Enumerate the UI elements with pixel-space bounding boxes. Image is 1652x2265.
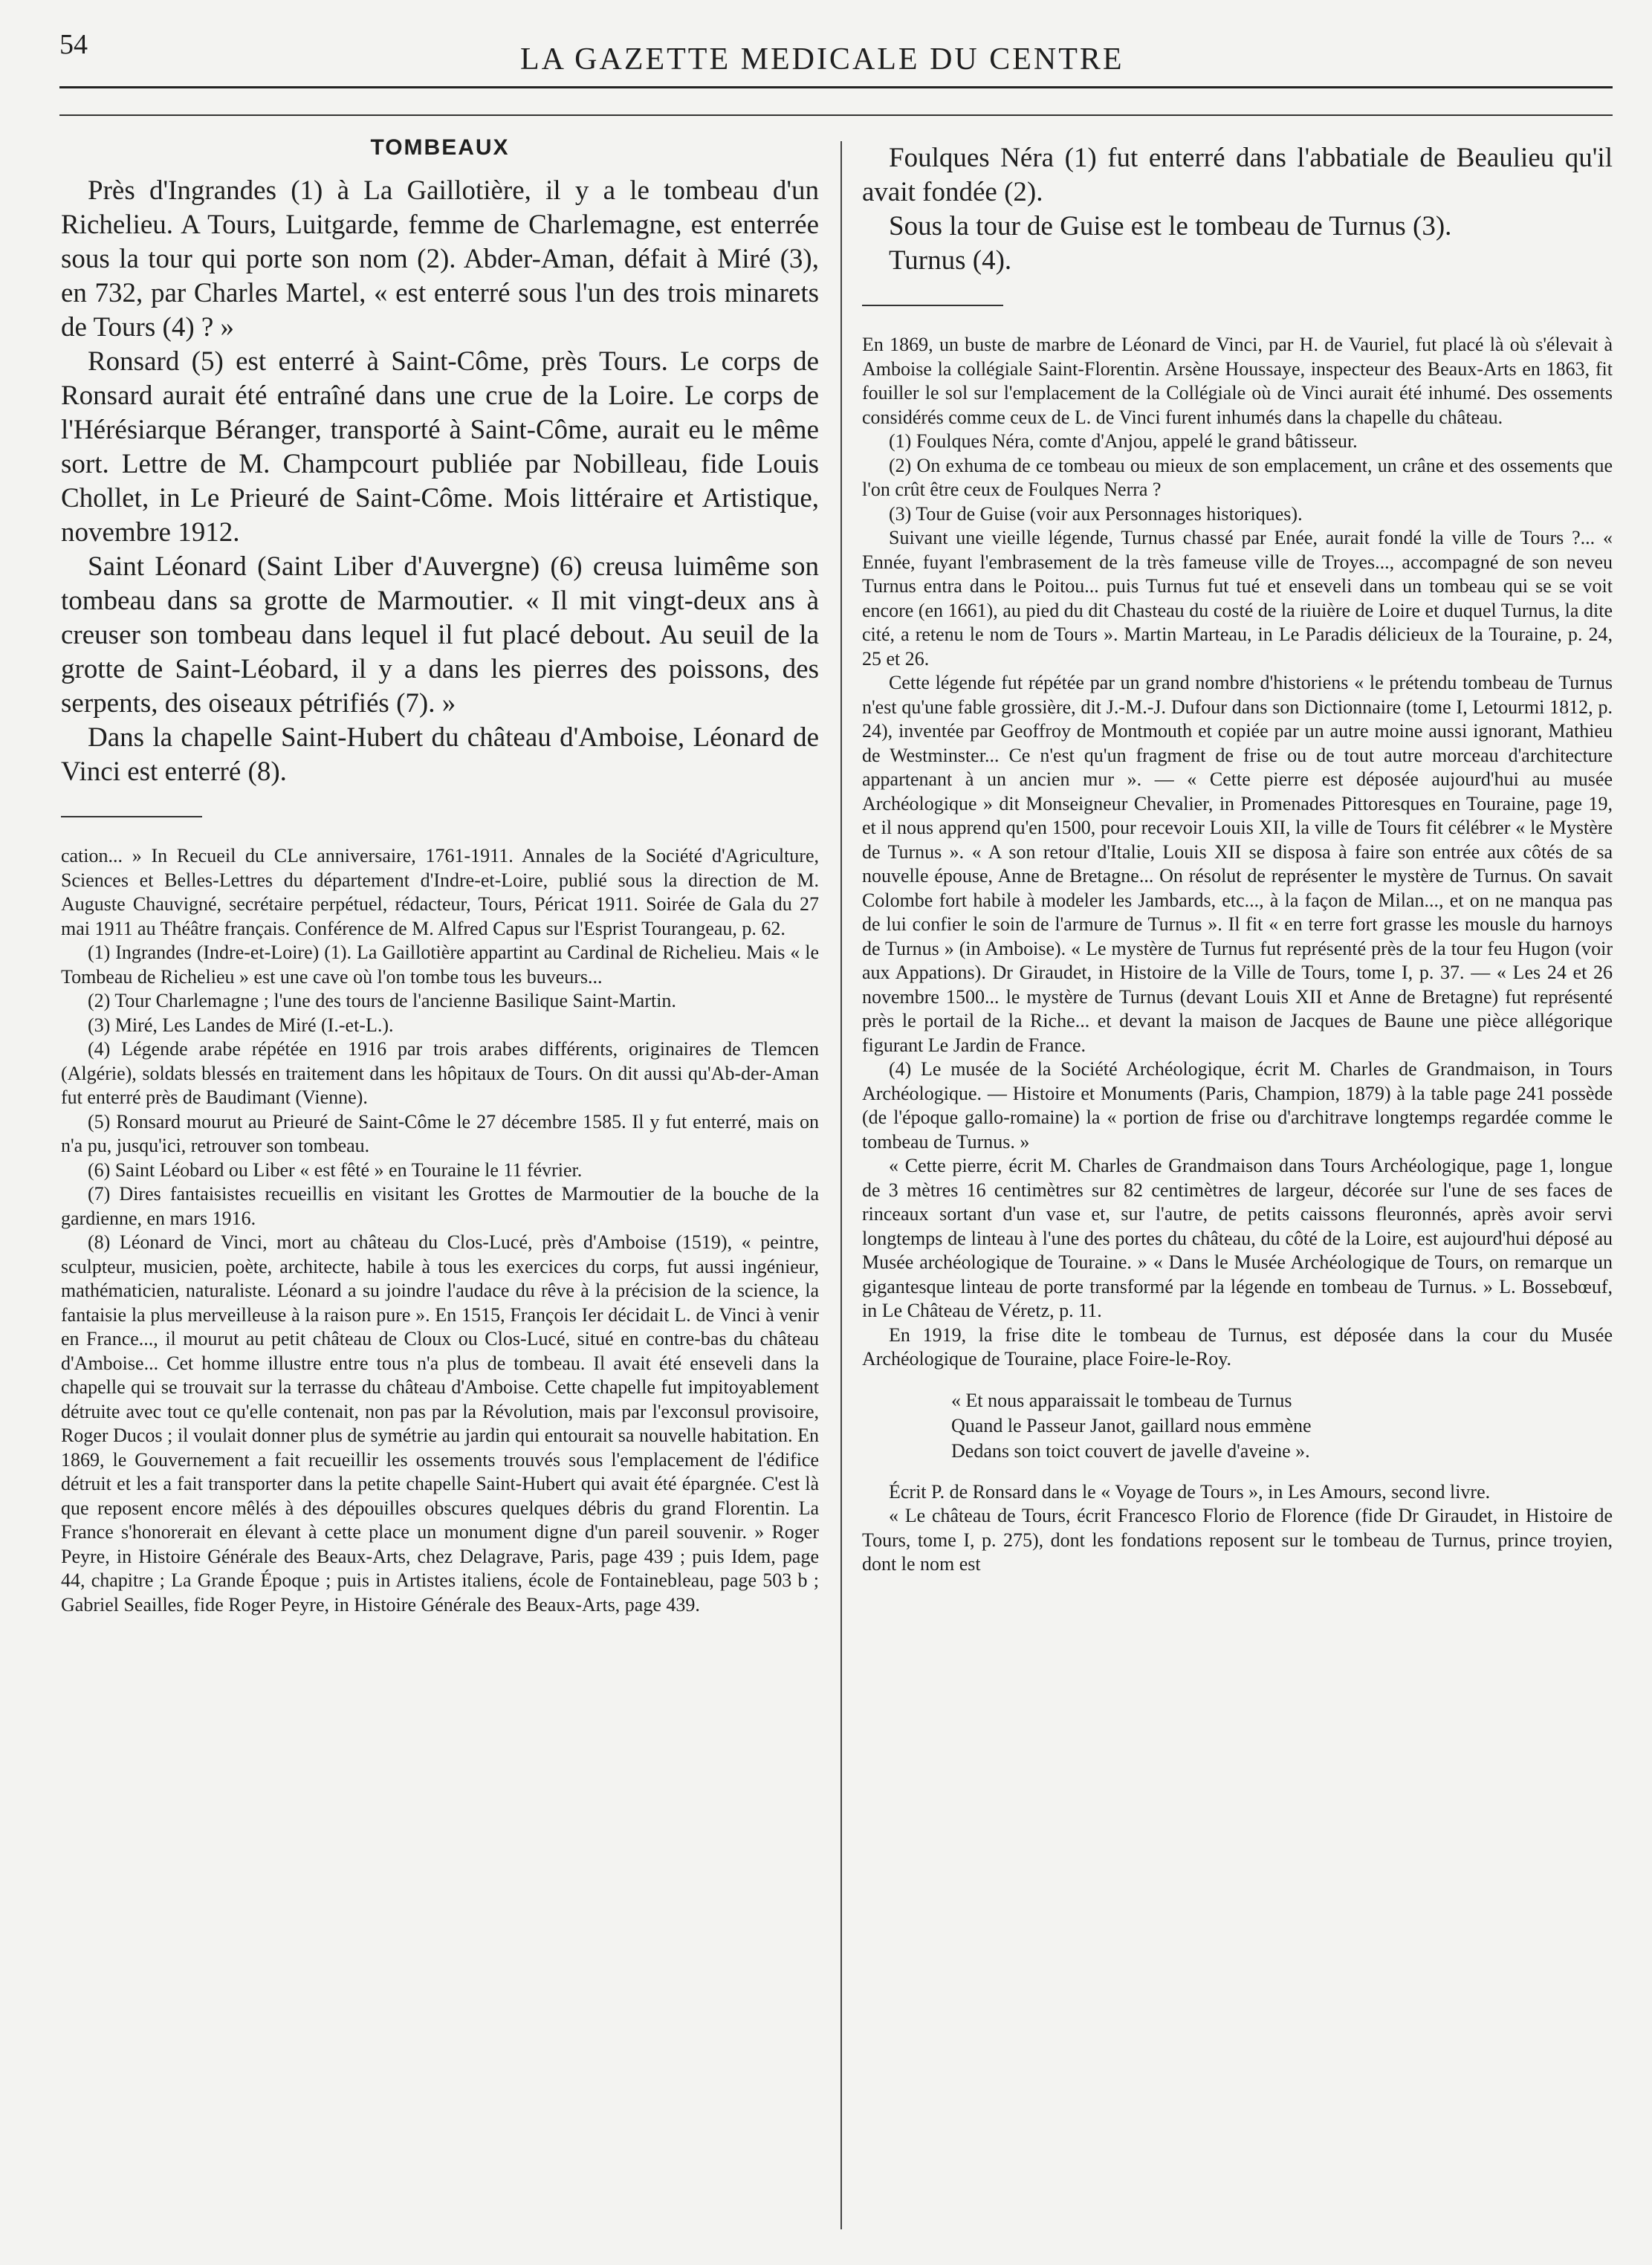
footnotes [61, 844, 819, 1617]
paragraph: Près d'Ingrandes (1) à La Gaillotière, il y a le tombeau d'un Richelieu. A Tours, Luitgarde, femme de Charlemagne, est enterrée sous la tour qui porte son nom (2). Abder-Aman, défait à Miré (3), en 732, par Charles Martel, « est enterré sous l'un des trois minarets de Tours (4) ? » [61, 175, 819, 343]
footnote: Suivant une vieille légende, Turnus chassé par Enée, aurait fondé la ville de Tours ?... « Ennée, fuyant l'embrasement de la très fameuse ville de Troyes..., accompagné de son neveu Turnus entra dans le Poitou... puis Turnus fut tué et enseveli dans un tombeau qui se se voit encore (en 1661), au pied du dit Chasteau du costé de la riuière de Loire et duquel Turnus, la dite cité, a retenu le nom de Tours ». Martin Marteau, in Le Paradis délicieux de la Touraine, p. 24, 25 et 26. [862, 527, 1613, 670]
footnote: « Cette pierre, écrit M. Charles de Grandmaison dans Tours Archéologique, page 1, longue de 3 mètres 16 centimètres sur 82 centimètres de largeur, décorée sur l'une de ses faces de rinceaux sortant d'un vase et, sur l'autre, de petits caissons fleuronnés, après avoir servi longtemps de linteau à l'une des portes du château, du côté de la Loire, est aujourd'hui déposé au Musée archéologique de Touraine. » « Dans le Musée Archéologique de Tours, on remarque un gigantesque linteau de porte transformé par la légende en tombeau de Turnus. » L. Bossebœuf, in Le Château de Véretz, p. 11. [862, 1155, 1613, 1321]
footnote: (4) Légende arabe répétée en 1916 par trois arabes différents, originaires de Tlemcen (Algérie), soldats blessés en traitement dans les hôpitaux de Tours. On dit aussi qu'Ab-der-Aman fut enterré près de Baudimant (Vienne). [61, 1038, 819, 1108]
poem-line: Dedans son toict couvert de javelle d'aveine ». [951, 1439, 1310, 1462]
paragraph: Saint Léonard (Saint Liber d'Auvergne) (6) creusa luimême son tombeau dans sa grotte de Marmoutier. « Il mit vingt-deux ans à creuser son tombeau dans lequel il fut placé debout. Au seuil de la grotte de Saint-Léobard, il y a dans les pierres des poissons, des serpents, des oiseaux pétrifiés (7). » [61, 551, 819, 719]
footnote: (1) Foulques Néra, comte d'Anjou, appelé le grand bâtisseur. [889, 430, 1358, 452]
poem-line: « Et nous apparaissait le tombeau de Turnus [951, 1389, 1292, 1411]
footnote: cation... » In Recueil du CLe anniversaire, 1761-1911. Annales de la Société d'Agriculture, Sciences et Belles-Lettres du département d'Indre-et-Loire, publié sous la direction de M. Auguste Chauvigné, secrétaire perpétuel, rédacteur, Tours, Péricat 1911. Soirée de Gala du 27 mai 1911 au Théâtre français. Conférence de M. Alfred Capus sur l'Esprist Tourangeau, p. 62. [61, 845, 819, 939]
paragraph: Sous la tour de Guise est le tombeau de Turnus (3). [889, 211, 1452, 242]
footnote: (1) Ingrandes (Indre-et-Loire) (1). La Gaillotière appartint au Cardinal de Richelieu. Mais « le Tombeau de Richelieu » est une cave où l'on tombe tous les buveurs... [61, 942, 819, 988]
footnote: « Le château de Tours, écrit Francesco Florio de Florence (fide Dr Giraudet, in Histoire de Tours, tome I, p. 275), dont les fondations reposent sur le tombeau de Turnus, prince troyien, dont le nom est [862, 1505, 1613, 1575]
footnote: (2) On exhuma de ce tombeau ou mieux de son emplacement, un crâne et des ossements que l'on crût être ceux de Foulques Nerra ? [862, 454, 1613, 500]
poem-line: Quand le Passeur Janot, gaillard nous emmène [951, 1414, 1312, 1436]
footnote: Écrit P. de Ronsard dans le « Voyage de Tours », in Les Amours, second livre. [889, 1480, 1491, 1503]
footnote: (8) Léonard de Vinci, mort au château du Clos-Lucé, près d'Amboise (1519), « peintre, sculpteur, musicien, poète, architecte, habile à tous les exercices du corps, fut aussi ingénieur, mathématicien, naturaliste. Léonard a su joindre l'audace du rêve à la précision de la science, la fantaisie la plus merveilleuse à la raison pure ». En 1515, François Ier décidait L. de Vinci à venir en France..., il mourut au petit château de Cloux ou Clos-Lucé, situé en contre-bas du château d'Amboise... Cet homme illustre entre tous n'a plus de tombeau. Il avait été enseveli dans la chapelle qui se trouvait sur la terrasse du château d'Amboise. Cette chapelle fut impitoyablement détruite avec tout ce qu'elle contenait, non pas par la Révolution, mais par l'exconsul provisoire, Roger Ducos ; il voulait donner plus de symétrie au jardin qui entourait sa nouvelle habitation. En 1869, le Gouvernement a fait recueillir les ossements trouvés sous l'emplacement de l'édifice détruit et les a fait transporter dans la petite chapelle Saint-Hubert qui avait été épargnée. C'est là que reposent encore mêlés à des dépouilles obscures quelques débris du grand Florentin. La France s'honorerait en élevant à cette place un monument digne d'un pareil souvenir. » Roger Peyre, in Histoire Générale des Beaux-Arts, chez Delagrave, Paris, page 439 ; puis Idem, page 44, chapitre ; La Grande Époque ; puis in Artistes italiens, école de Fontainebleau, page 503 b ; Gabriel Seailles, fide Roger Peyre, in Histoire Générale des Beaux-Arts, page 439. [61, 1231, 819, 1616]
footnote: (3) Tour de Guise (voir aux Personnages historiques). [889, 502, 1303, 525]
footnotes [862, 333, 1613, 1372]
footnote: (3) Miré, Les Landes de Miré (I.-et-L.). [88, 1014, 394, 1036]
page-number: 54 [59, 29, 88, 60]
running-title: LA GAZETTE MEDICALE DU CENTRE [520, 42, 1124, 77]
section-title: TOMBEAUX [370, 135, 510, 160]
main-text [862, 141, 1613, 278]
footnote-separator [61, 816, 202, 817]
header-rule [59, 86, 1613, 88]
footnote: En 1869, un buste de marbre de Léonard de Vinci, par H. de Vauriel, fut placé là où s'élevait à Amboise la collégiale Saint-Florentin. Arsène Houssaye, inspecteur des Beaux-Arts en 1863, fit fouiller le sol sur l'emplacement de la Collégiale où de Vinci aurait été inhumé. Des ossements considérés comme ceux de L. de Vinci furent inhumés dans la chapelle du château. [862, 334, 1613, 428]
poem-quote [951, 1388, 1613, 1464]
paragraph: Turnus (4). [889, 245, 1012, 276]
footnote-separator [862, 305, 1003, 306]
paragraph: Ronsard (5) est enterré à Saint-Côme, près Tours. Le corps de Ronsard aurait été entraîné dans une crue de la Loire. Le corps de l'Hérésiarque Béranger, transporté à Saint-Côme, aurait eu le même sort. Lettre de M. Champcourt publiée par Nobilleau, fide Louis Chollet, in Le Prieuré de Saint-Côme. Mois littéraire et Artistique, novembre 1912. [61, 346, 819, 548]
footnote: En 1919, la frise dite le tombeau de Turnus, est déposée dans la cour du Musée Archéologique de Touraine, place Foire-le-Roy. [862, 1323, 1613, 1370]
left-column [61, 126, 819, 1617]
footnotes-continued [862, 1480, 1613, 1577]
main-text [61, 174, 819, 789]
column-divider [840, 141, 842, 2229]
footnote: (5) Ronsard mourut au Prieuré de Saint-Côme le 27 décembre 1585. Il y fut enterré, mais on n'a pu, jusqu'ici, retrouver son tombeau. [61, 1110, 819, 1156]
header-rule-secondary [59, 114, 1613, 116]
footnote: (7) Dires fantaisistes recueillis en visitant les Grottes de Marmoutier de la bouche de la gardienne, en mars 1916. [61, 1183, 819, 1229]
right-column [862, 141, 1613, 1577]
footnote: (4) Le musée de la Société Archéologique, écrit M. Charles de Grandmaison, in Tours Archéologique. — Histoire et Monuments (Paris, Champion, 1879) à la table page 241 possède (de l'époque gallo-romaine) la « portion de frise ou d'architrave longtemps regardée comme le tombeau de Turnus. » [862, 1058, 1613, 1153]
footnote: (2) Tour Charlemagne ; l'une des tours de l'ancienne Basilique Saint-Martin. [88, 990, 676, 1011]
footnote: (6) Saint Léobard ou Liber « est fêté » en Touraine le 11 février. [88, 1159, 583, 1181]
paragraph: Dans la chapelle Saint-Hubert du château d'Amboise, Léonard de Vinci est enterré (8). [61, 722, 819, 787]
paragraph: Foulques Néra (1) fut enterré dans l'abbatiale de Beaulieu qu'il avait fondée (2). [862, 143, 1613, 207]
footnote: Cette légende fut répétée par un grand nombre d'historiens « le prétendu tombeau de Turnus n'est qu'une fable grossière, dit J.-M.-J. Dufour dans son Dictionnaire (tome I, Letourmi 1812, p. 24), inventée par Geoffroy de Montmouth et copiée par un autre moine aussi ignorant, Mathieu de Westminster... Ce n'est qu'un fragment de frise ou de tout autre morceau d'architecture appartenant à un ancien mur ». — « Cette pierre est déposée aujourd'hui au musée Archéologique » dit Monseigneur Chevalier, in Promenades Pittoresques en Touraine, page 19, et il nous apprend qu'en 1500, pour recevoir Louis XII, la ville de Tours fit célébrer « le Mystère de Turnus ». « A son retour d'Italie, Louis XII se disposa à faire son entrée aux côtés de sa nouvelle épouse, Anne de Bretagne... On résolut de représenter le mystère de Turnus. On savait Colombe fort habile à modeler les Jambards, etc..., à la façon de Milan..., et on ne manqua pas de lui confier le soin de l'armure de Turnus ». Il fit « en terre fort grasse les mousle du harnoys de Turnus » (in Amboise). « Le mystère de Turnus fut représenté près de la tour feu Hugon (voir aux Appations). Dr Giraudet, in Histoire de la Ville de Tours, tome I, p. 37. — « Les 24 et 26 novembre 1500... le mystère de Turnus (devant Louis XII et Anne de Bretagne) fut représenté près le portail de la Riche... et devant la maison de Jacques de Baune une pièce allégorique figurant Le Jardin de France. [862, 672, 1613, 1056]
